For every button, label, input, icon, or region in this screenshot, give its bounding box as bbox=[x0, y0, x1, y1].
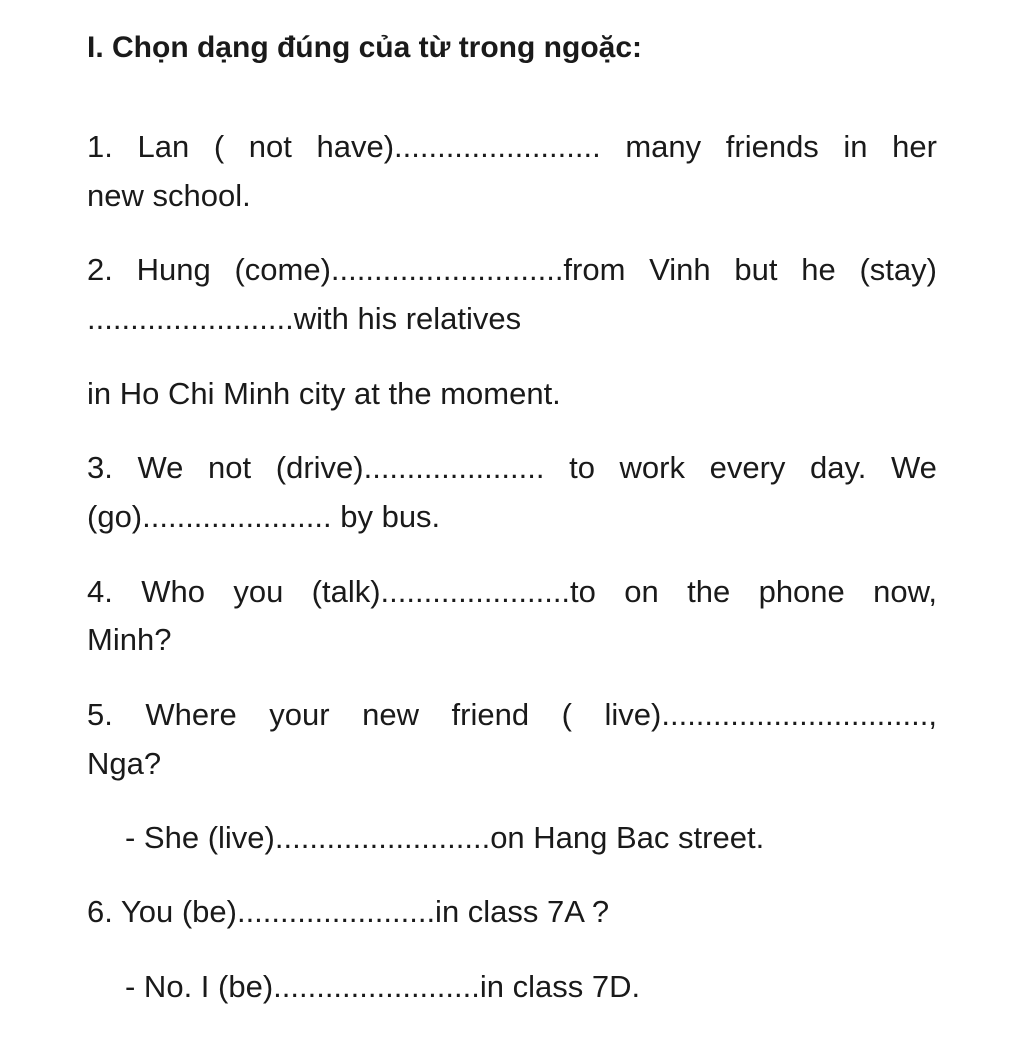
word: Hung bbox=[136, 252, 211, 287]
question-1-line-1 bbox=[87, 127, 937, 167]
word: phone bbox=[758, 574, 845, 609]
question-5-answer-line: - She (live).........................on Hang Bac street. bbox=[125, 820, 765, 855]
question-3-line-1 bbox=[87, 448, 937, 488]
question-4-line-1 bbox=[87, 572, 937, 612]
word: ( bbox=[213, 129, 225, 164]
blank-word: (drive)..................... bbox=[275, 450, 545, 485]
word: new bbox=[362, 697, 419, 732]
word: Vinh bbox=[649, 252, 711, 287]
word: on bbox=[624, 574, 659, 609]
word: not bbox=[248, 129, 292, 164]
word: now, bbox=[873, 574, 937, 609]
question-6-answer-line: - No. I (be)........................in class 7D. bbox=[125, 969, 641, 1004]
word: We bbox=[890, 450, 937, 485]
word: your bbox=[269, 697, 330, 732]
question-6-line-1: 6. You (be).......................in class 7A ? bbox=[87, 894, 610, 929]
word: 2. bbox=[87, 252, 113, 287]
word: day. bbox=[810, 450, 867, 485]
question-2-line-1 bbox=[87, 250, 937, 290]
question-5-line-1 bbox=[87, 695, 937, 735]
word: not bbox=[208, 450, 252, 485]
question-2-line-3: in Ho Chi Minh city at the moment. bbox=[87, 376, 561, 411]
word: work bbox=[619, 450, 685, 485]
word: (stay) bbox=[859, 252, 937, 287]
exercise-heading: I. Chọn dạng đúng của từ trong ngoặc: bbox=[87, 31, 642, 64]
question-5-line-2: Nga? bbox=[87, 746, 162, 781]
word: friends bbox=[725, 129, 819, 164]
blank-word: (talk)......................to bbox=[311, 574, 596, 609]
word: Lan bbox=[137, 129, 190, 164]
question-3-line-2: (go)...................... by bus. bbox=[87, 499, 441, 534]
word: Where bbox=[145, 697, 237, 732]
word: ( bbox=[561, 697, 572, 732]
word: he bbox=[801, 252, 836, 287]
blank-word: have)........................ bbox=[316, 129, 601, 164]
word: We bbox=[137, 450, 184, 485]
question-1-line-2: new school. bbox=[87, 178, 251, 213]
word: her bbox=[892, 129, 937, 164]
word: friend bbox=[451, 697, 530, 732]
blank-word: (come)...........................from bbox=[234, 252, 626, 287]
question-2-line-2: ........................with his relatives bbox=[87, 301, 522, 336]
word: 3. bbox=[87, 450, 113, 485]
word: but bbox=[734, 252, 778, 287]
word: you bbox=[233, 574, 284, 609]
word: in bbox=[843, 129, 868, 164]
word: many bbox=[625, 129, 702, 164]
word: 4. bbox=[87, 574, 113, 609]
word: the bbox=[687, 574, 731, 609]
blank-word: live)..............................., bbox=[604, 697, 937, 732]
word: to bbox=[569, 450, 595, 485]
word: Who bbox=[141, 574, 205, 609]
word: every bbox=[709, 450, 786, 485]
word: 5. bbox=[87, 697, 113, 732]
question-4-line-2: Minh? bbox=[87, 622, 172, 657]
word: 1. bbox=[87, 129, 113, 164]
